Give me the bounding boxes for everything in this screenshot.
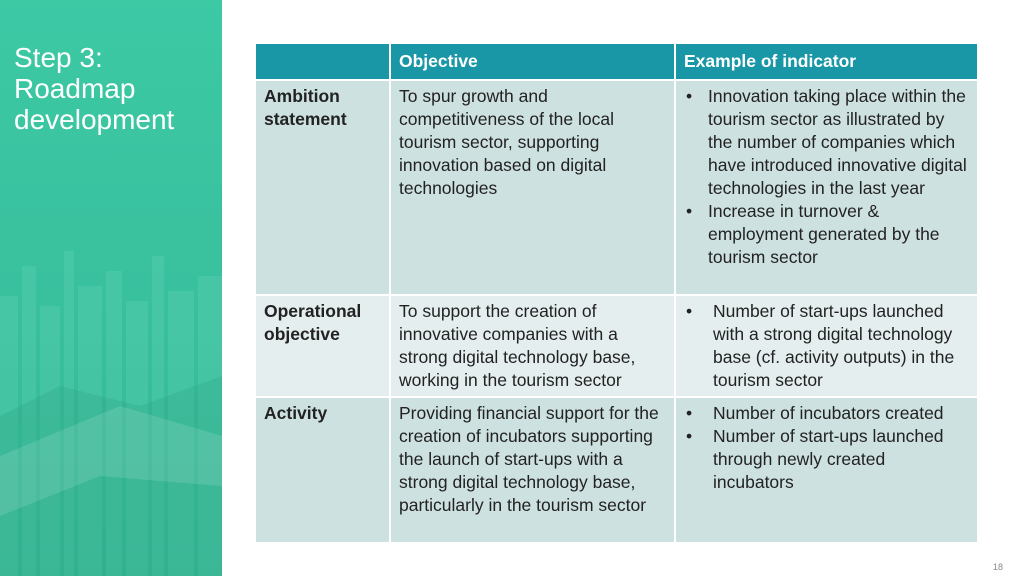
- indicator-item: • Number of start-ups launched through newly created incubators: [684, 425, 969, 494]
- side-panel: [0, 0, 222, 576]
- slide-title: [14, 42, 214, 135]
- header-objective: Objective: [390, 43, 675, 80]
- indicator-list: [684, 402, 969, 494]
- table-row: [255, 295, 978, 397]
- roadmap-table: [254, 42, 979, 544]
- indicator-list: [684, 85, 969, 269]
- table-row: [255, 80, 978, 295]
- indicator-item: • Increase in turnover & employment generated by the tourism sector: [684, 200, 969, 269]
- row-label: Ambition statement: [255, 80, 390, 295]
- objective-cell: Providing financial support for the creation of incubators supporting the launch of start-ups with a strong digital technology base, particularly in the tourism sector: [390, 397, 675, 543]
- slide-title-line-3: development: [14, 104, 175, 135]
- indicator-cell: [675, 397, 978, 543]
- row-label: Operational objective: [255, 295, 390, 397]
- slide-title-line-2: Roadmap: [14, 73, 136, 104]
- objective-cell: To spur growth and competitiveness of the local tourism sector, supporting innovation based on digital technologies: [390, 80, 675, 295]
- page-number: 18: [992, 562, 1003, 572]
- table-header-row: [255, 43, 978, 80]
- row-label: Activity: [255, 397, 390, 543]
- header-example-of-indicator: Example of indicator: [675, 43, 978, 80]
- indicator-item: • Innovation taking place within the tourism sector as illustrated by the number of companies which have introduced innovative digital technologies in the last year: [684, 85, 969, 200]
- city-skyline-background: [0, 156, 222, 576]
- indicator-item: • Number of incubators created: [684, 402, 969, 425]
- indicator-cell: [675, 295, 978, 397]
- header-empty-cell: [255, 43, 390, 80]
- indicator-list: [684, 300, 969, 392]
- slide-title-line-1: Step 3:: [14, 42, 103, 73]
- indicator-item: • Number of start-ups launched with a strong digital technology base (cf. activity outputs) in the tourism sector: [684, 300, 969, 392]
- table-row: [255, 397, 978, 543]
- indicator-cell: [675, 80, 978, 295]
- objective-cell: To support the creation of innovative companies with a strong digital technology base, working in the tourism sector: [390, 295, 675, 397]
